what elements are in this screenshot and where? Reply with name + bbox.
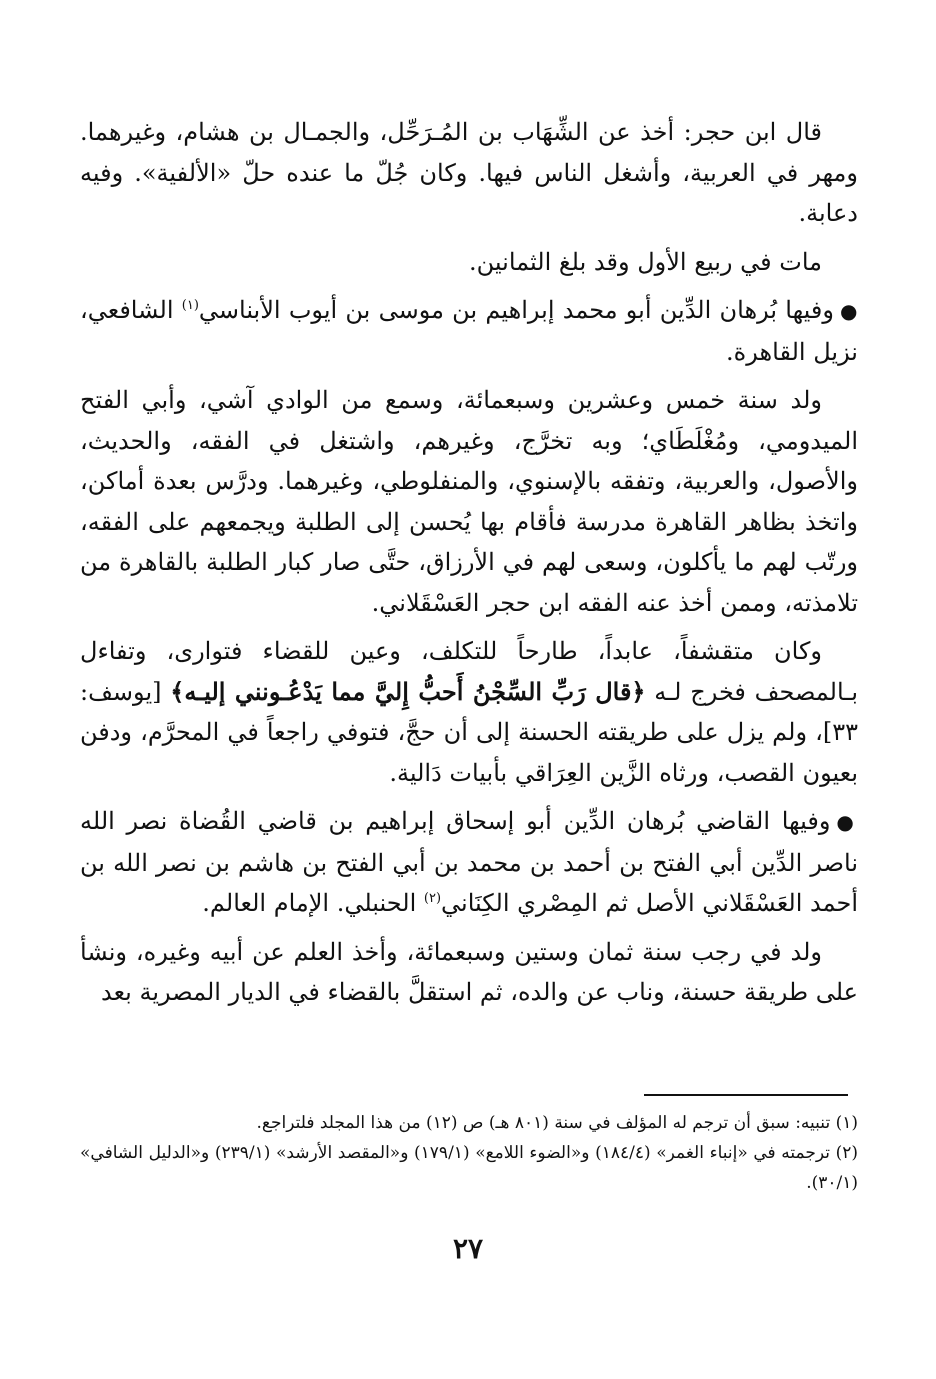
footnotes: [80, 1108, 858, 1198]
character-lead: وكان متقشفاً، عابداً، طارحاً للتكلف، وعين للقضاء فتوارى، وتفاءل بـالمصحف فخرج لـه: [80, 637, 859, 706]
quran-verse: ﴿قال رَبِّ السِّجْنُ أَحبُّ إِليَّ مما يَدْعُـونني إليـه﴾: [170, 676, 646, 706]
paragraph-ibn-hajar-quote: قال ابن حجر: أخذ عن الشِّهَاب بن المُـرَحِّل، والجمـال بن هشام، وغيرهما. ومهر في العربية، وأشغل الناس فيها. وكان جُلّ ما عنده حلّ «الألفية». وفيه دعابة.: [80, 118, 858, 227]
paragraph-death-note: مات في ربيع الأول وقد بلغ الثمانين.: [469, 247, 822, 276]
footnote-ref-1: (١): [181, 298, 199, 313]
bullet-icon: ●: [839, 299, 859, 323]
paragraph-asqalani-biography: ولد في رجب سنة ثمان وستين وسبعمائة، وأخذ العلم عن أبيه وغيره، ونشأ على طريقة حسنة، وناب عن والده، ثم استقلَّ بالقضاء في الديار المصرية بعد: [80, 937, 858, 1006]
entry-tail: الحنبلي. الإمام العالم.: [202, 889, 424, 917]
paragraph-abnasi-entry: [80, 290, 858, 372]
footnote-1: (١) تنبيه: سبق أن ترجم له المؤلف في سنة (٨٠١ هـ) ص (١٢) من هذا المجلد فلتراجع.: [256, 1113, 858, 1133]
character-tail: [يوسف: ٣٣]، ولم يزل على طريقته الحسنة إلى أن حجَّ، فتوفي راجعاً في المحرَّم، ودفن بعيون القصب، ورثاه الزَّين العِرَاقي بأبيات دَالية.: [80, 677, 859, 787]
paragraph-asqalani-entry: [80, 801, 858, 924]
entry-text: وفيها القاضي بُرهان الدِّين أبو إسحاق إبراهيم بن قاضي القُضاة نصر الله ناصر الدِّين أبي الفتح بن أحمد بن محمد بن أبي الفتح بن هاشم بن نصر الله بن أحمد العَسْقَلاني الأصل ثم المِصْري الكِنَاني: [80, 807, 858, 917]
entry-tail: الشافعي، نزيل القاهرة.: [80, 296, 858, 366]
page-body: [80, 112, 858, 1021]
paragraph-abnasi-character: [80, 631, 858, 793]
bullet-icon: ●: [836, 810, 859, 834]
entry-text: وفيها بُرهان الدِّين أبو محمد إبراهيم بن موسى بن أيوب الأبناسي: [198, 296, 834, 324]
page-number: ٢٧: [452, 1232, 484, 1265]
footnote-ref-2: (٢): [423, 891, 442, 906]
footnote-divider: [644, 1094, 848, 1096]
paragraph-abnasi-biography: ولد سنة خمس وعشرين وسبعمائة، وسمع من الوادي آشي، وأبي الفتح الميدومي، ومُغْلَطَاي؛ وبه تخرَّج، وغيرهم، واشتغل في الفقه، والحديث، والأصول، والعربية، وتفقه بالإسنوي، والمنفلوطي، وغيرهما. ودرَّس بعدة أماكن، واتخذ بظاهر القاهرة مدرسة فأقام بها يُحسن إلى الطلبة ويجمعهم على الفقه، ورتّب لهم ما يأكلون، وسعى لهم في الأرزاق، حتَّى صار كبار الطلبة بالقاهرة من تلامذته، وممن أخذ عنه الفقه ابن حجر العَسْقَلاني.: [80, 386, 859, 617]
footnote-2: (٢) ترجمته في «إنباء الغمر» (١٨٤/٤) و«الضوء اللامع» (١٧٩/١) و«المقصد الأرشد» (٢٣٩/١) و«الدليل الشافي» (٣٠/١).: [80, 1143, 859, 1193]
